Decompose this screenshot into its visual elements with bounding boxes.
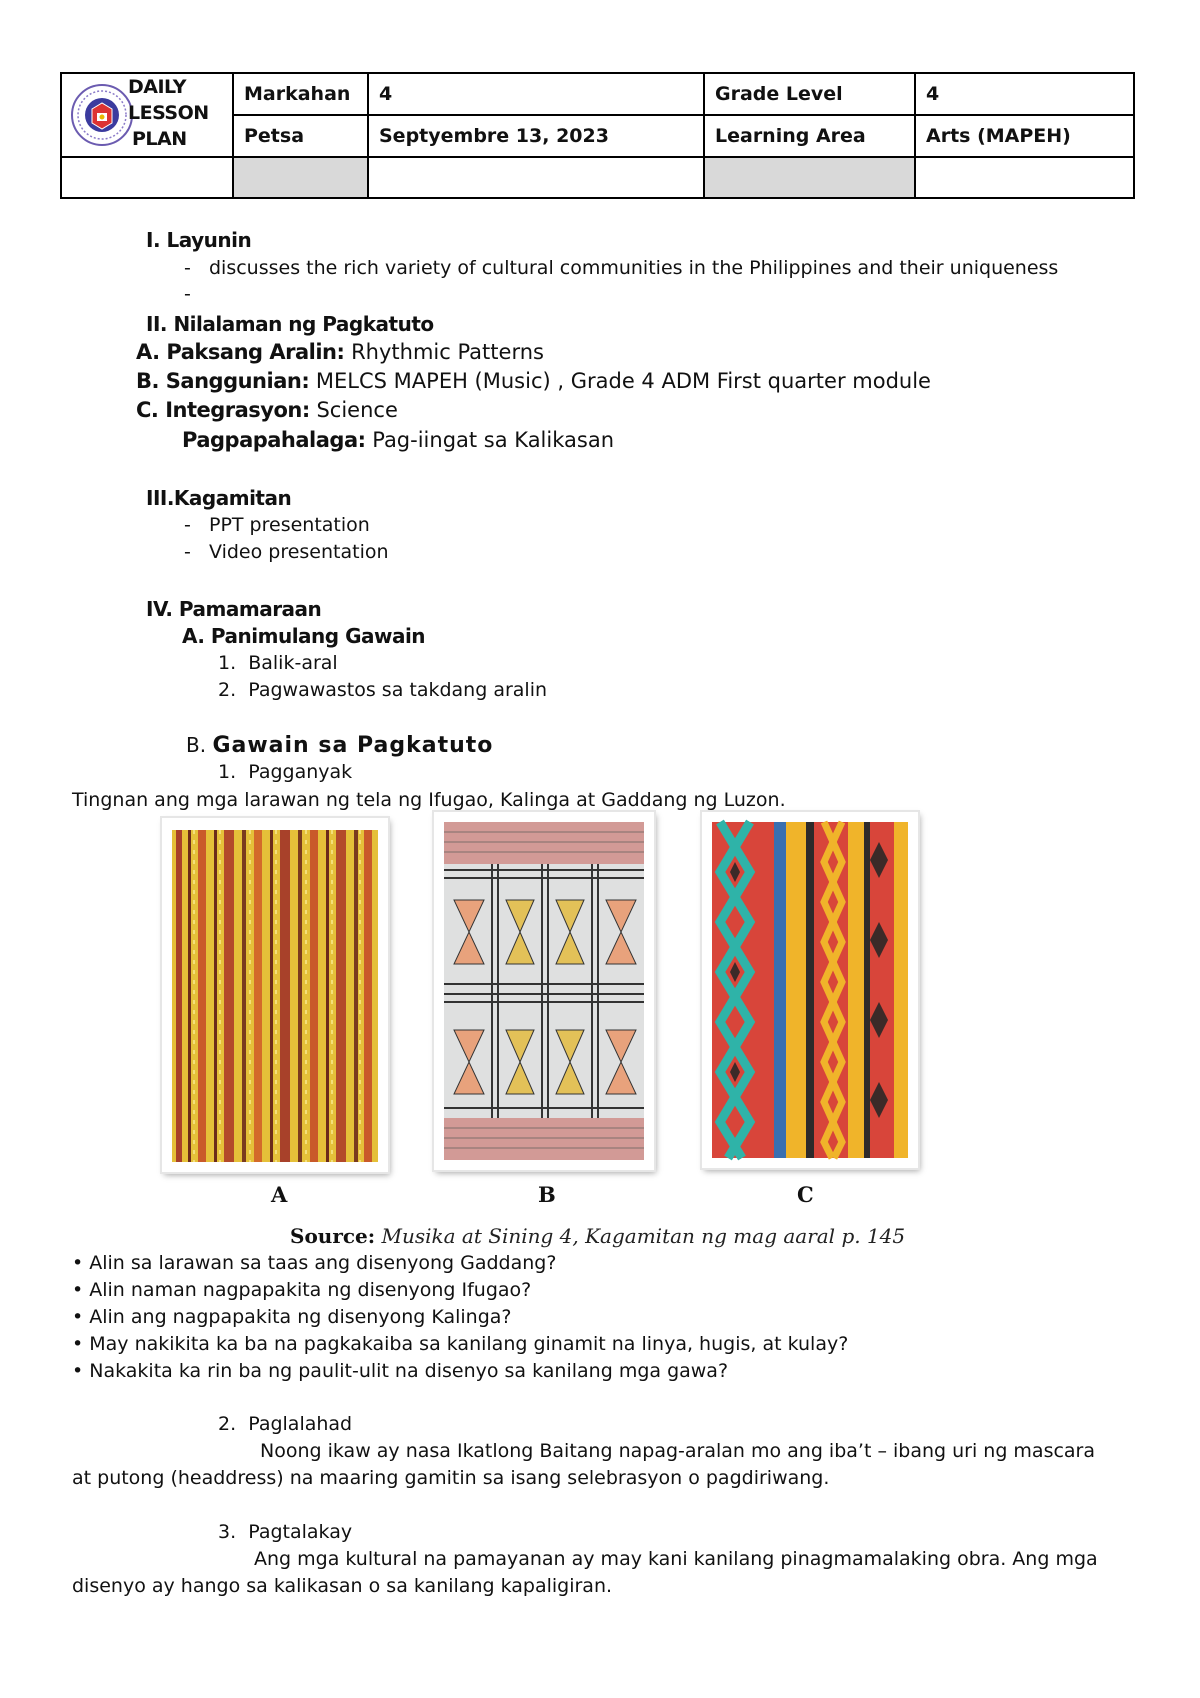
figure-label-c: C bbox=[797, 1182, 814, 1207]
image-source bbox=[290, 1224, 905, 1248]
gawain-prefix: B. bbox=[186, 733, 207, 757]
sanggunian bbox=[136, 369, 931, 393]
question-item: • Alin sa larawan sa taas ang disenyong Gaddang? bbox=[72, 1252, 557, 1274]
deped-seal-icon bbox=[70, 83, 134, 147]
paksang-aralin-value: Rhythmic Patterns bbox=[351, 340, 544, 364]
list-item: 2. Paglalahad bbox=[218, 1413, 353, 1435]
integrasyon bbox=[136, 398, 398, 422]
figure-label-b: B bbox=[538, 1182, 556, 1207]
list-item: 2. Pagwawastos sa takdang aralin bbox=[218, 679, 548, 701]
empty-cell bbox=[915, 157, 1134, 198]
source-label: Source: bbox=[290, 1224, 376, 1248]
markahan-label: Markahan bbox=[233, 73, 368, 115]
step-pagganyak: Pagganyak bbox=[248, 761, 353, 783]
ifugao-fabric-pattern bbox=[162, 818, 388, 1172]
empty-cell bbox=[61, 157, 233, 198]
title-line: LESSON bbox=[128, 102, 209, 124]
learning-area-label: Learning Area bbox=[704, 115, 915, 157]
figure-label-a: A bbox=[271, 1182, 288, 1207]
empty-cell bbox=[368, 157, 704, 198]
question-item: • Alin naman nagpapakita ng disenyong Ifugao? bbox=[72, 1279, 532, 1301]
paglalahad-text-line: at putong (headdress) na maaring gamitin sa isang selebrasyon o pagdiriwang. bbox=[72, 1467, 830, 1489]
pagpapahalaga bbox=[182, 428, 614, 452]
gawain-heading bbox=[186, 733, 493, 758]
pagpapahalaga-value: Pag-iingat sa Kalikasan bbox=[372, 428, 615, 452]
list-item: - Video presentation bbox=[184, 541, 389, 563]
grade-level-value: 4 bbox=[915, 73, 1134, 115]
pagpapahalaga-label: Pagpapahalaga: bbox=[182, 428, 366, 452]
layunin-text: discusses the rich variety of cultural communities in the Philippines and their uniqueness bbox=[208, 257, 1059, 279]
panimulang-item: Balik-aral bbox=[248, 652, 338, 674]
title-line: PLAN bbox=[132, 128, 187, 150]
fabric-image-a bbox=[162, 818, 388, 1172]
sanggunian-value: MELCS MAPEH (Music) , Grade 4 ADM First quarter module bbox=[315, 369, 931, 393]
sanggunian-label: B. Sanggunian: bbox=[136, 369, 310, 393]
paksang-aralin bbox=[136, 340, 544, 364]
pagtalakay-text-line: Ang mga kultural na pamayanan ay may kani kanilang pinagmamalaking obra. Ang mga bbox=[254, 1548, 1098, 1570]
integrasyon-label: C. Integrasyon: bbox=[136, 398, 310, 422]
plan-title bbox=[128, 74, 209, 152]
gawain-title: Gawain sa Pagkatuto bbox=[212, 733, 494, 758]
list-item: 1. Balik-aral bbox=[218, 652, 338, 674]
panimulang-item: Pagwawastos sa takdang aralin bbox=[248, 679, 548, 701]
title-line: DAILY bbox=[128, 76, 186, 98]
fabric-image-c bbox=[702, 812, 918, 1168]
kalinga-fabric-pattern bbox=[434, 812, 654, 1170]
pagtalakay-text-line: disenyo ay hango sa kalikasan o sa kanilang kapaligiran. bbox=[72, 1575, 613, 1597]
intro-text: Tingnan ang mga larawan ng tela ng Ifugao, Kalinga at Gaddang ng Luzon. bbox=[72, 789, 786, 811]
list-item: 1. Pagganyak bbox=[218, 761, 353, 783]
step-paglalahad: Paglalahad bbox=[248, 1413, 353, 1435]
section-nilalaman-title: II. Nilalaman ng Pagkatuto bbox=[146, 312, 434, 336]
petsa-value: Septyembre 13, 2023 bbox=[368, 115, 704, 157]
fabric-image-b bbox=[434, 812, 654, 1170]
grade-level-label: Grade Level bbox=[704, 73, 915, 115]
question-item: • May nakikita ka ba na pagkakaiba sa kanilang ginamit na linya, hugis, at kulay? bbox=[72, 1333, 849, 1355]
list-item: - discusses the rich variety of cultural communities in the Philippines and their uniqueness bbox=[184, 257, 1059, 279]
list-item: 3. Pagtalakay bbox=[218, 1521, 353, 1543]
question-item: • Nakakita ka rin ba ng paulit-ulit na disenyo sa kanilang mga gawa? bbox=[72, 1360, 729, 1382]
list-item: - bbox=[184, 283, 191, 305]
header-table bbox=[60, 72, 1135, 199]
section-pamamaraan-title: IV. Pamamaraan bbox=[146, 597, 322, 621]
source-text: Musika at Sining 4, Kagamitan ng mag aaral p. 145 bbox=[381, 1224, 906, 1248]
paglalahad-text-line: Noong ikaw ay nasa Ikatlong Baitang napag-aralan mo ang iba’t – ibang uri ng mascara bbox=[260, 1440, 1096, 1462]
empty-cell-shaded bbox=[704, 157, 915, 198]
logo-cell bbox=[61, 73, 233, 157]
integrasyon-value: Science bbox=[316, 398, 398, 422]
gaddang-fabric-pattern bbox=[702, 812, 918, 1168]
learning-area-value: Arts (MAPEH) bbox=[915, 115, 1134, 157]
petsa-label: Petsa bbox=[233, 115, 368, 157]
kagamitan-item: Video presentation bbox=[208, 541, 389, 563]
kagamitan-item: PPT presentation bbox=[208, 514, 370, 536]
section-kagamitan-title: III.Kagamitan bbox=[146, 486, 292, 510]
step-pagtalakay: Pagtalakay bbox=[248, 1521, 353, 1543]
question-item: • Alin ang nagpapakita ng disenyong Kalinga? bbox=[72, 1306, 512, 1328]
section-layunin-title: I. Layunin bbox=[146, 228, 252, 252]
paksang-aralin-label: A. Paksang Aralin: bbox=[136, 340, 345, 364]
panimulang-gawain-title: A. Panimulang Gawain bbox=[182, 624, 426, 648]
list-item: - PPT presentation bbox=[184, 514, 370, 536]
markahan-value: 4 bbox=[368, 73, 704, 115]
empty-cell-shaded bbox=[233, 157, 368, 198]
